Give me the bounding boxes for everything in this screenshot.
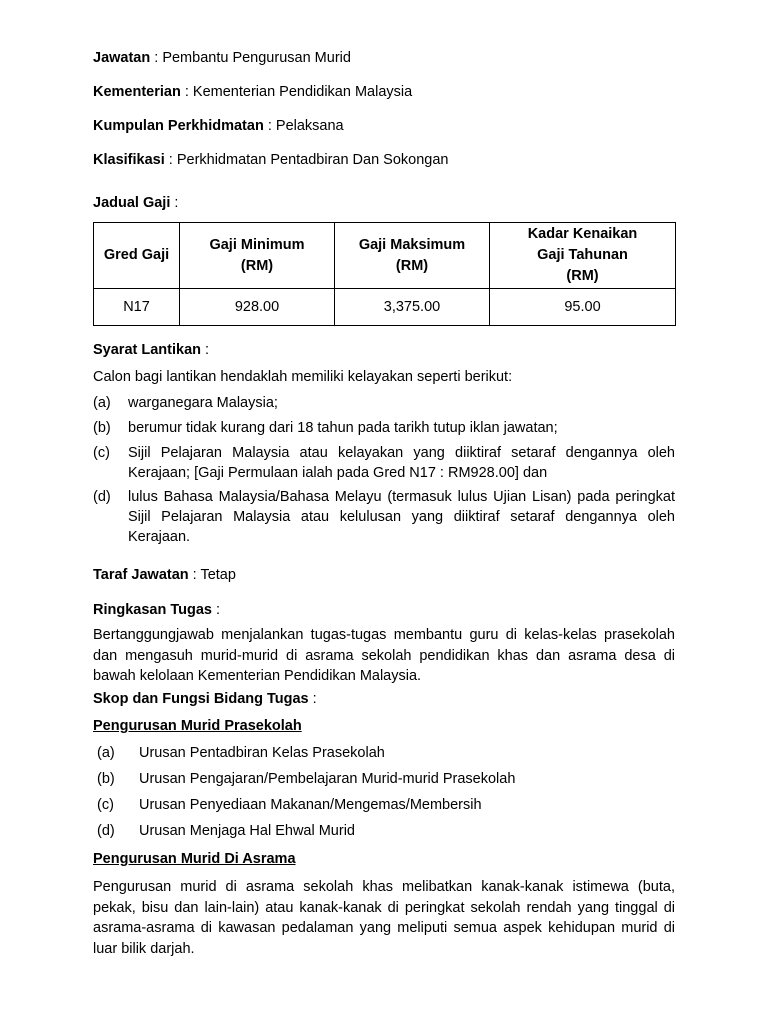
info-value: : Perkhidmatan Pentadbiran Dan Sokongan	[164, 152, 449, 168]
info-value: : Kementerian Pendidikan Malaysia	[180, 84, 413, 100]
list-item	[93, 393, 675, 413]
syarat-suffix: :	[201, 342, 210, 358]
header-gred-gaji: Gred Gaji	[94, 223, 180, 289]
list-marker: (c)	[93, 445, 110, 461]
ringkasan-text: Bertanggungjawab menjalankan tugas-tugas membantu guru di kelas-kelas prasekolah dan mengasuh murid-murid di asrama sekolah pendidikan khas dan asrama desa di bawah kelolaan Kementerian Pendidikan Malaysia.	[93, 627, 675, 684]
list-text: lulus Bahasa Malaysia/Bahasa Melayu (termasuk lulus Ujian Lisan) pada peringkat Sijil Pelajaran Malaysia atau kelulusan yang diiktiraf setaraf dengannya oleh Kerajaan.	[128, 489, 675, 545]
list-item	[93, 821, 675, 841]
list-text: Urusan Menjaga Hal Ehwal Murid	[139, 823, 355, 839]
list-item	[93, 487, 675, 547]
header-kadar-kenaikan: Kadar Kenaikan Gaji Tahunan (RM)	[490, 223, 676, 289]
table-row	[94, 289, 676, 326]
syarat-label: Syarat Lantikan	[93, 342, 201, 358]
taraf-label: Taraf Jawatan	[93, 567, 189, 583]
ringkasan-heading	[93, 600, 220, 620]
list-text: berumur tidak kurang dari 18 tahun pada tarikh tutup iklan jawatan;	[128, 420, 558, 436]
info-jawatan	[93, 48, 351, 68]
skop-label: Skop dan Fungsi Bidang Tugas	[93, 691, 309, 707]
info-label: Kumpulan Perkhidmatan	[93, 118, 264, 134]
jadual-gaji-heading	[93, 193, 178, 213]
syarat-list	[93, 393, 675, 547]
ringkasan-suffix: :	[211, 602, 221, 618]
list-item	[93, 769, 675, 789]
list-item	[93, 418, 675, 438]
ringkasan-label: Ringkasan Tugas	[93, 602, 212, 618]
list-text: Urusan Pengajaran/Pembelajaran Murid-murid Prasekolah	[139, 771, 516, 787]
list-text: Urusan Penyediaan Makanan/Mengemas/Membersih	[139, 797, 482, 813]
header-gaji-maksimum: Gaji Maksimum (RM)	[335, 223, 490, 289]
list-marker: (c)	[97, 797, 114, 813]
list-marker: (b)	[93, 420, 111, 436]
list-item	[93, 443, 675, 483]
prasekolah-heading: Pengurusan Murid Prasekolah	[93, 718, 302, 734]
info-label: Jawatan	[93, 50, 151, 66]
cell-minimum: 928.00	[180, 289, 335, 326]
cell-maksimum: 3,375.00	[335, 289, 490, 326]
jadual-label: Jadual Gaji	[93, 195, 171, 211]
asrama-heading: Pengurusan Murid Di Asrama	[93, 851, 296, 867]
header-gaji-minimum: Gaji Minimum (RM)	[180, 223, 335, 289]
skop-heading	[93, 689, 317, 709]
info-kementerian	[93, 82, 412, 102]
list-marker: (b)	[97, 771, 115, 787]
jadual-suffix: :	[170, 195, 179, 211]
list-text: warganegara Malaysia;	[128, 395, 278, 411]
cell-kenaikan: 95.00	[490, 289, 676, 326]
list-marker: (d)	[93, 489, 111, 505]
info-value: : Pembantu Pengurusan Murid	[150, 50, 351, 66]
info-kumpulan	[93, 116, 344, 136]
prasekolah-list	[93, 743, 675, 841]
list-marker: (a)	[93, 395, 111, 411]
cell-gred: N17	[94, 289, 180, 326]
list-text: Urusan Pentadbiran Kelas Prasekolah	[139, 745, 385, 761]
list-marker: (d)	[97, 823, 115, 839]
skop-suffix: :	[308, 691, 317, 707]
info-label: Kementerian	[93, 84, 181, 100]
list-item	[93, 743, 675, 763]
list-item	[93, 795, 675, 815]
syarat-intro: Calon bagi lantikan hendaklah memiliki kelayakan seperti berikut:	[93, 369, 513, 385]
table-header-row	[94, 223, 676, 289]
syarat-heading	[93, 340, 209, 360]
info-label: Klasifikasi	[93, 152, 165, 168]
info-value: : Pelaksana	[263, 118, 344, 134]
asrama-text: Pengurusan murid di asrama sekolah khas melibatkan kanak-kanak istimewa (buta, pekak, bisu dan lain-lain) atau kanak-kanak di peringkat sekolah rendah yang tinggal di asrama-asrama di kawasan pedalaman yang meliputi semua aspek kehidupan murid di luar bilik darjah.	[93, 879, 675, 957]
list-marker: (a)	[97, 745, 115, 761]
taraf-value: : Tetap	[188, 567, 236, 583]
salary-table	[93, 222, 676, 326]
taraf-jawatan	[93, 565, 236, 585]
list-text: Sijil Pelajaran Malaysia atau kelayakan yang diiktiraf setaraf dengannya oleh Kerajaan; [Gaji Permulaan ialah pada Gred N17 : RM928.00] dan	[128, 445, 675, 481]
info-klasifikasi	[93, 150, 449, 170]
